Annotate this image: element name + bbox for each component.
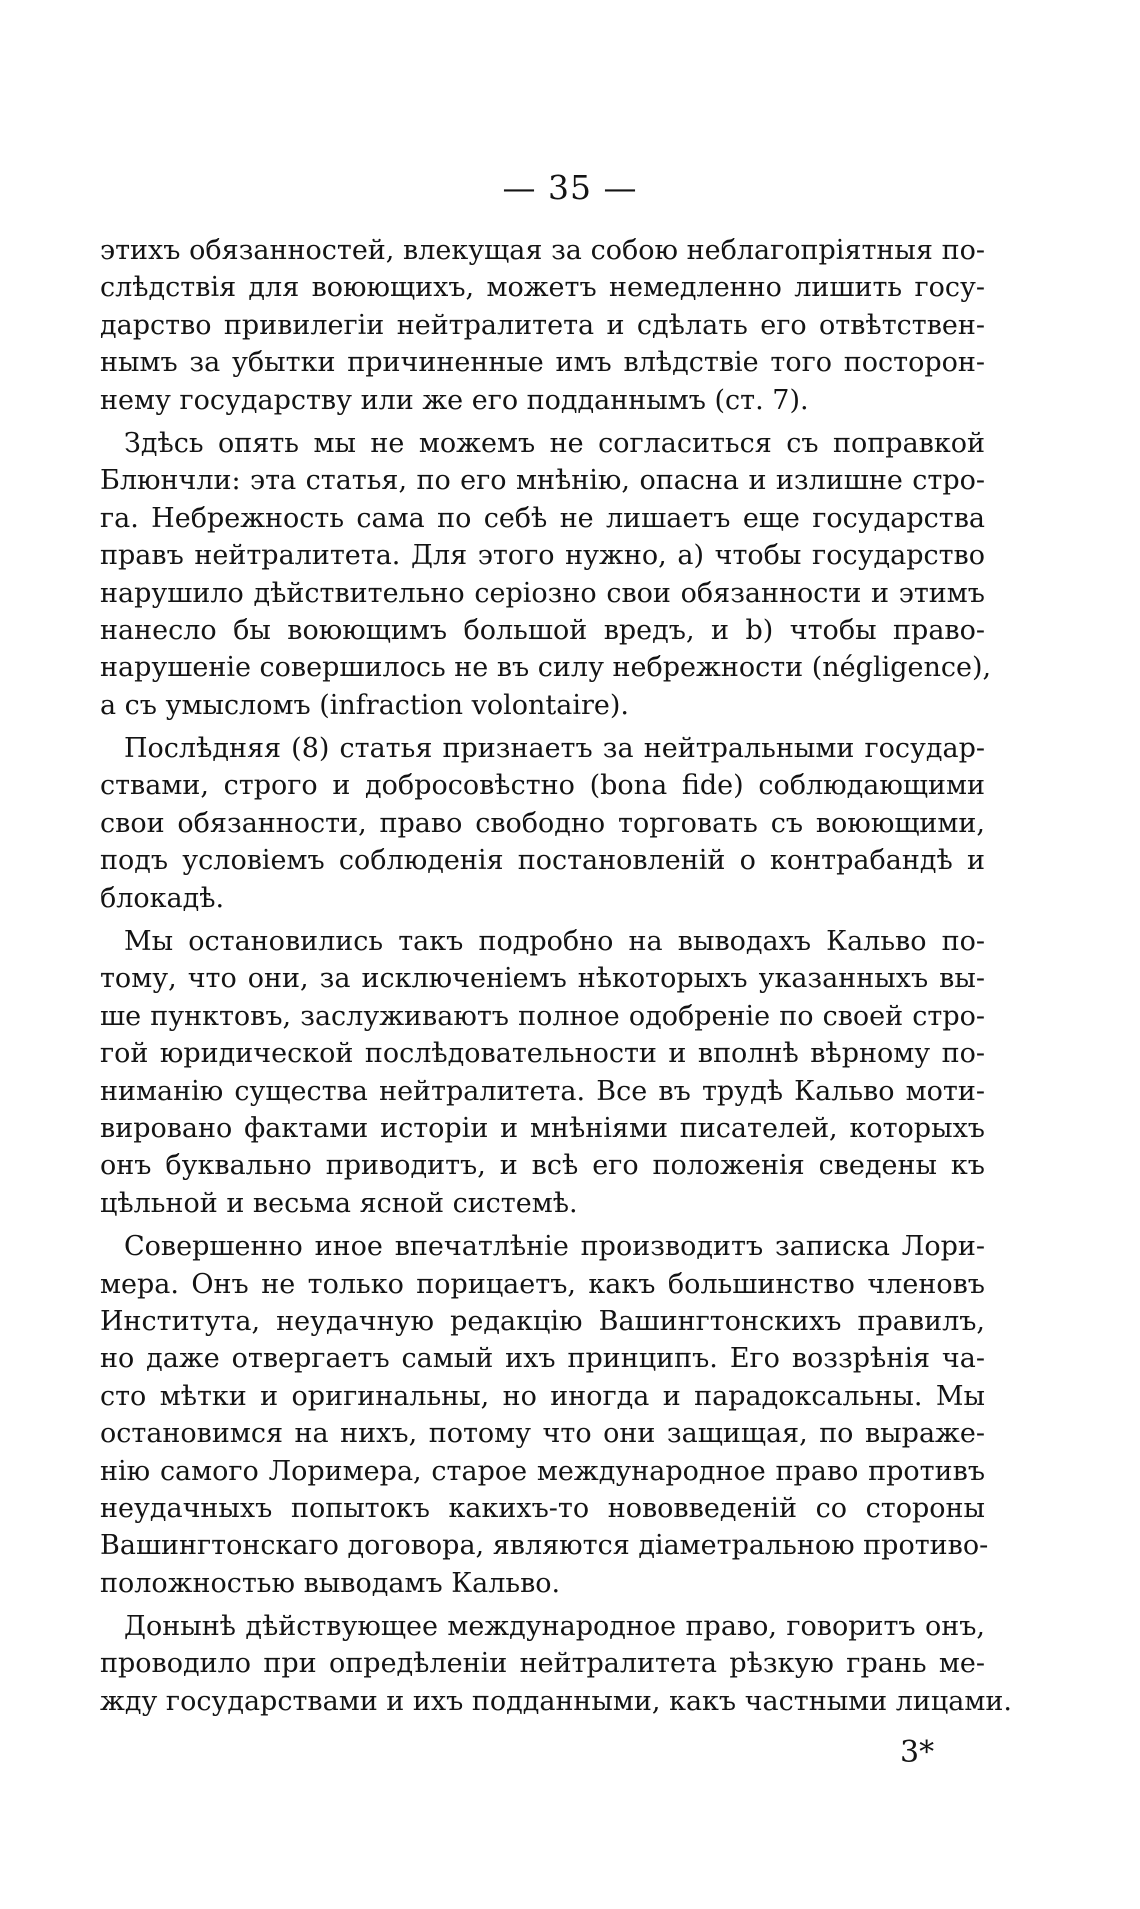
page-number: — 35 — [502,168,638,207]
text-line: нанесло бы воюющимъ большой вредъ, и b) чтобы право- [100,614,985,646]
text-line: а съ умысломъ (infraction volontaire). [100,689,629,721]
text-line: подъ условіемъ соблюденія постановленій о контрабандѣ и [100,845,985,877]
text-line: цѣльной и весьма ясной системѣ. [100,1187,578,1219]
text-line: гой юридической послѣдовательности и вполнѣ вѣрному по- [100,1038,985,1070]
text-line: вировано фактами исторіи и мнѣніями писателей, которыхъ [100,1112,985,1144]
paragraph-1 [100,232,985,419]
text-line: нію самого Лоримера, старое международное право противъ [100,1455,985,1487]
text-line: положностью выводамъ Кальво. [100,1567,561,1599]
text-line: мера. Онъ не только порицаетъ, какъ большинство членовъ [100,1268,985,1300]
paragraph-3 [100,730,985,917]
text-line: свои обязанности, право свободно торговать съ воюющими, [100,807,985,839]
text-line: блокадѣ. [100,882,225,914]
body-text [100,232,1012,1726]
text-line: нымъ за убытки причиненные имъ влѣдствіе того посторон- [100,347,985,379]
text-line: Совершенно иное впечатлѣніе производитъ записка Лори- [124,1231,985,1263]
paragraph-4 [100,923,985,1222]
text-line: этихъ обязанностей, влекущая за собою неблагопріятныя по- [100,235,985,266]
text-line: Института, неудачную редакцію Вашингтонскихъ правилъ, [100,1305,985,1337]
text-line: ниманію существа нейтралитета. Все въ трудѣ Кальво моти- [100,1075,985,1107]
text-line: дарство привилегіи нейтралитета и сдѣлать его отвѣтствен- [100,309,985,341]
text-line: правъ нейтралитета. Для этого нужно, а) чтобы государство [100,540,985,572]
text-line: нарушило дѣйствительно серіозно свои обязанности и этимъ [100,577,985,609]
text-line: Здѣсь опять мы не можемъ не согласиться съ поправкой [124,427,985,459]
text-line: тому, что они, за исключеніемъ нѣкоторыхъ указанныхъ вы- [100,963,985,995]
text-line: остановимся на нихъ, потому что они защищая, по выраже- [100,1418,985,1450]
text-line: Мы остановились такъ подробно на выводахъ Кальво по- [124,926,985,958]
text-line: Послѣдняя (8) статья признаетъ за нейтральными государ- [124,733,985,765]
text-line: сто мѣтки и оригинальны, но иногда и парадоксальны. Мы [100,1380,985,1412]
text-line: Блюнчли: эта статья, по его мнѣнію, опасна и излишне стро- [100,465,985,497]
text-line: нему государству или же его подданнымъ (ст. 7). [100,384,809,416]
text-line: га. Небрежность сама по себѣ не лишаетъ еще государства [100,502,985,534]
text-line: онъ буквально приводитъ, и всѣ его положенія сведены къ [100,1150,985,1182]
signature-mark: 3* [900,1735,935,1770]
text-line: но даже отвергаетъ самый ихъ принципъ. Его воззрѣнія ча- [100,1343,985,1375]
text-line: ше пунктовъ, заслуживаютъ полное одобреніе по своей стро- [100,1000,985,1032]
text-line: ствами, строго и добросовѣстно (bona fide) соблюдающими [100,770,985,802]
text-line: жду государствами и ихъ подданными, какъ частными лицами. [100,1685,1012,1717]
text-line: неудачныхъ попытокъ какихъ-то нововведеній со стороны [100,1492,985,1524]
paragraph-5 [100,1228,989,1602]
text-line: проводило при опредѣленіи нейтралитета рѣзкую грань ме- [100,1648,985,1680]
text-line: слѣдствія для воюющихъ, можетъ немедленно лишить госу- [100,272,985,304]
text-line: Донынѣ дѣйствующее международное право, говоритъ онъ, [124,1611,985,1643]
text-line: Вашингтонскаго договора, являются діаметральною противо- [100,1530,989,1562]
paragraph-2 [100,425,992,724]
paragraph-6 [100,1608,1012,1720]
text-line: нарушеніе совершилось не въ силу небрежности (négligence), [100,652,992,684]
